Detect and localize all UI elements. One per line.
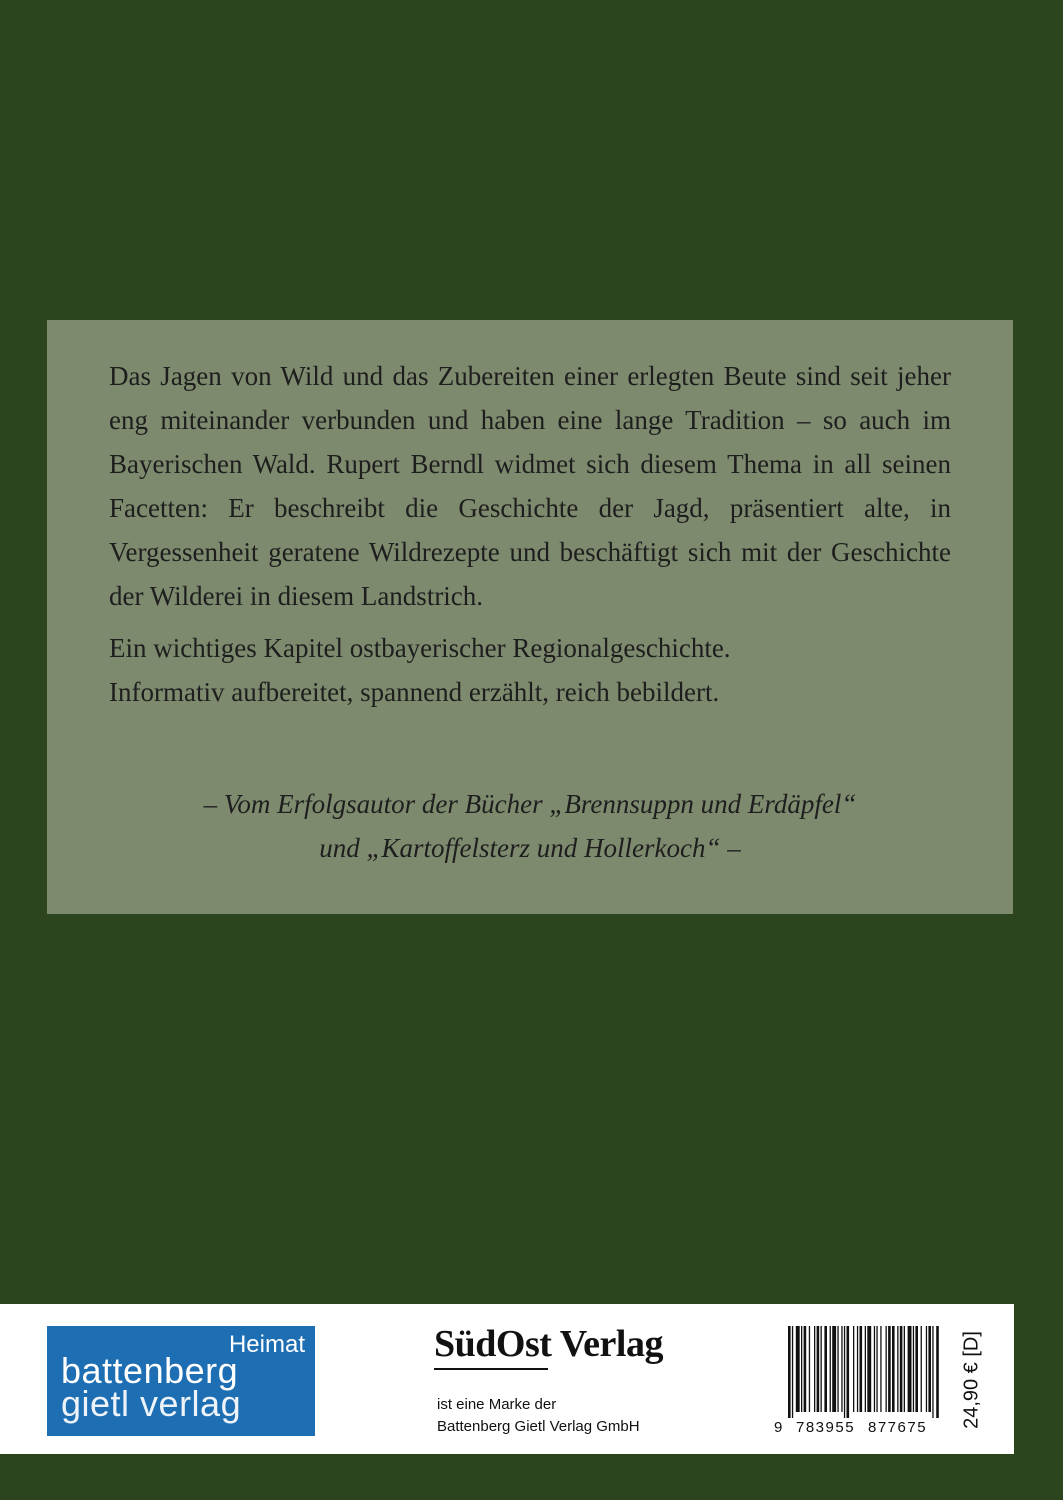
barcode-bar [824, 1326, 827, 1412]
barcode-bar [853, 1326, 854, 1412]
barcode-bar [888, 1326, 891, 1412]
barcode-digits-right: 877675 [868, 1419, 928, 1436]
barcode-bar [897, 1326, 898, 1412]
barcode-bar [932, 1326, 933, 1418]
barcode-digit-first: 9 [774, 1419, 783, 1436]
blurb-paragraph-1: Das Jagen von Wild und das Zubereiten einer erlegten Beute sind seit jeher eng miteinander verbunden und haben eine lange Tradition – so auch im Bayerischen Wald. Rupert Berndl widmet sich diesem Thema in all seinen Facetten: Er beschreibt die Geschichte der Jagd, präsentiert alte, in Vergessenheit geratene Wildrezepte und beschäftigt sich mit der Geschichte der Wilderei in diesem Landstrich. [109, 361, 951, 611]
suedost-verlag-brand: SüdOst Verlag [434, 1323, 663, 1365]
blurb-paragraph-2-line-1: Ein wichtiges Kapitel ostbayerischer Regionalgeschichte. [109, 633, 731, 663]
brand-underline [434, 1368, 548, 1370]
barcode-bar [865, 1326, 866, 1412]
logo-gietl-verlag-text: gietl verlag [61, 1383, 242, 1424]
barcode-bar [921, 1326, 922, 1412]
price-label [958, 1326, 986, 1434]
barcode-bar [804, 1326, 807, 1412]
barcode-bar [830, 1326, 831, 1412]
barcode-bar [857, 1326, 858, 1412]
barcode-bar [809, 1326, 810, 1412]
logo-heimat-text: Heimat [228, 1331, 305, 1358]
quote-line-1: – Vom Erfolgsautor der Bücher „Brennsuppn und Erdäpfel“ [203, 789, 857, 819]
barcode-bar [915, 1326, 918, 1412]
barcode-bar [837, 1326, 838, 1412]
barcode-bar [900, 1326, 903, 1412]
barcode-digits-left: 783955 [796, 1419, 856, 1436]
barcode-bar [936, 1326, 939, 1418]
barcode-bar [876, 1326, 877, 1412]
barcode-bar [880, 1326, 881, 1412]
barcode-bar [874, 1326, 875, 1412]
imprint-line-2: Battenberg Gietl Verlag GmbH [437, 1418, 640, 1435]
price-text: 24,90 € [D] [960, 1331, 983, 1429]
barcode-graphic [772, 1324, 942, 1436]
barcode-bar [817, 1326, 820, 1412]
barcode-bar [867, 1326, 871, 1412]
barcode-bar [844, 1326, 845, 1418]
imprint-line-1: ist eine Marke der [437, 1396, 557, 1413]
barcode-bar [886, 1326, 887, 1412]
barcode-bar [904, 1326, 905, 1412]
barcode-bar [841, 1326, 842, 1412]
logo-battenberg-text: battenberg [61, 1350, 239, 1391]
blurb-paragraph-2-line-2: Informativ aufbereitet, spannend erzählt, reich bebildert. [109, 677, 720, 707]
blurb-panel [47, 320, 1013, 914]
barcode-bar [796, 1326, 800, 1412]
barcode-bar [913, 1326, 914, 1412]
author-quote [109, 782, 951, 870]
barcode-bar [928, 1326, 931, 1412]
barcode-bar [801, 1326, 802, 1412]
imprint-text [437, 1394, 640, 1438]
barcode-bar [788, 1326, 791, 1418]
footer-strip [0, 1304, 1014, 1454]
isbn-barcode [772, 1324, 942, 1436]
barcode-bar [832, 1326, 836, 1412]
barcode-bar [847, 1326, 850, 1418]
barcode-bar [926, 1326, 927, 1412]
blurb-paragraph-2 [109, 626, 951, 714]
barcode-bar [892, 1326, 895, 1412]
barcode-bar [908, 1326, 912, 1412]
barcode-bar [821, 1326, 822, 1412]
barcode-bar [792, 1326, 793, 1418]
battenberg-gietl-logo [47, 1326, 315, 1436]
barcode-bar [814, 1326, 815, 1412]
quote-line-2: und „Kartoffelsterz und Hollerkoch“ – [319, 833, 741, 863]
barcode-bar [860, 1326, 863, 1412]
